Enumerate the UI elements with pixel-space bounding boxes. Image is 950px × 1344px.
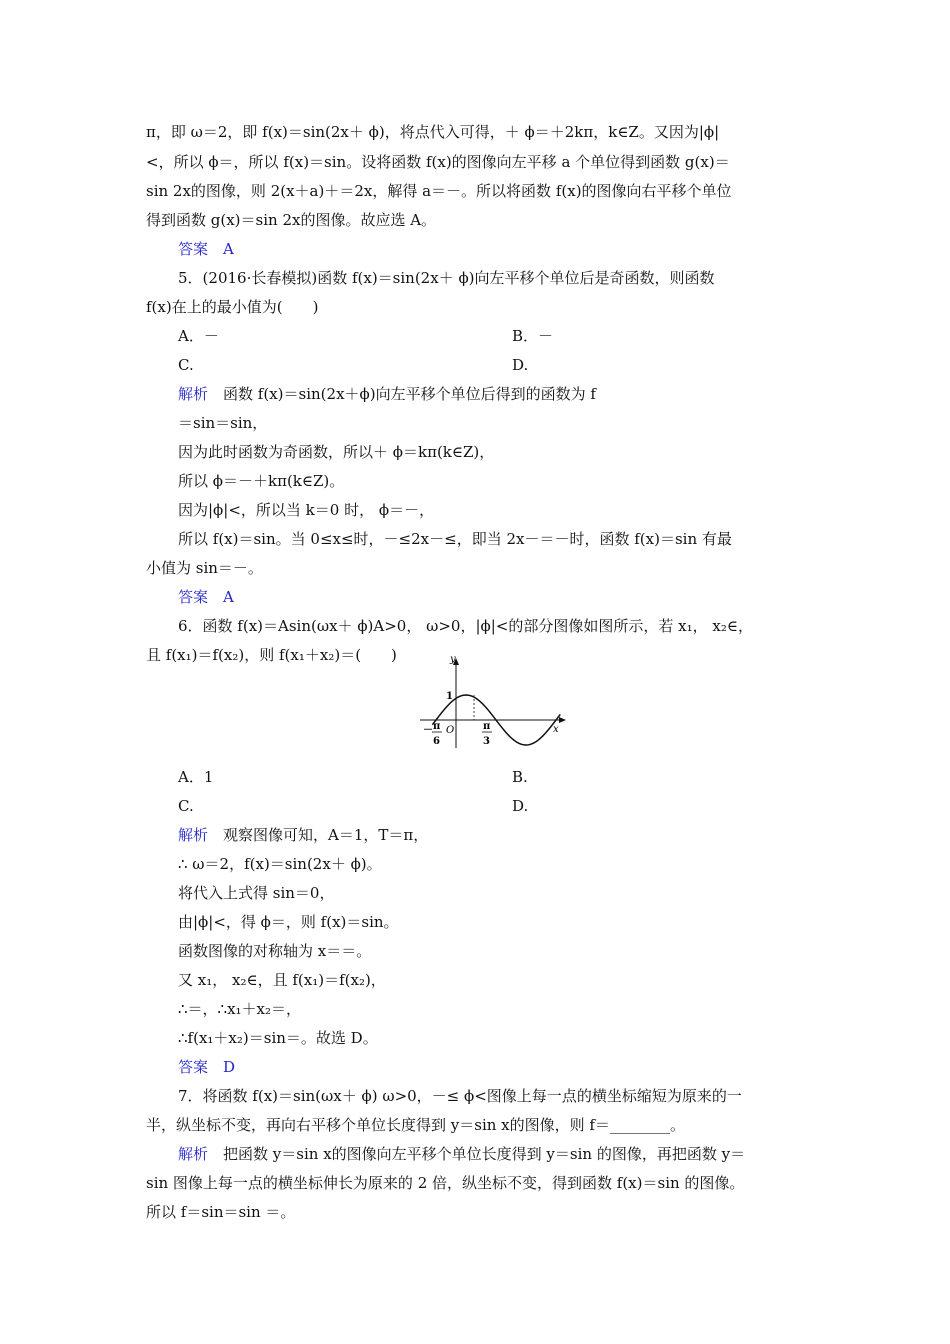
text-line: 得到函数 g(x)＝sin 2x的图像。故应选 A。 [146, 211, 437, 229]
option-d: D. [512, 356, 529, 374]
analysis-label: 解析 [178, 826, 209, 844]
answer-label: 答案 D [178, 1058, 236, 1076]
analysis-line [178, 384, 810, 404]
option-c: C. [178, 797, 194, 815]
text-line: f(x)在上的最小值为( ) [146, 298, 319, 316]
x-axis-arrow [559, 717, 566, 723]
tick-left-sign: － [423, 725, 433, 736]
text-line: 且 f(x₁)＝f(x₂)，则 f(x₁＋x₂)＝( ) [146, 646, 397, 664]
tick-right-num: π [483, 721, 491, 732]
y-axis-label: y [450, 654, 456, 665]
text-line: 半，纵坐标不变，再向右平移个单位长度得到 y＝sin x的图像，则 f＝________。 [146, 1116, 685, 1134]
text-line: 又 x₁， x₂∈，且 f(x₁)＝f(x₂)， [178, 971, 386, 989]
tick-right-den: 3 [483, 736, 490, 747]
analysis-label: 解析 [178, 385, 209, 403]
text-line: sin 2x的图像，则 2(x＋a)＋＝2x，解得 a＝－。所以将函数 f(x)的图像向右平移个单位 [146, 182, 732, 200]
text-line: 将代入上式得 sin＝0， [178, 884, 335, 902]
option-a: A．1 [178, 768, 214, 786]
text-line: 所以 f＝sin＝sin ＝。 [146, 1203, 296, 1221]
x-axis-label: x [553, 724, 559, 735]
analysis-text: 观察图像可知，A＝1，T＝π， [223, 826, 429, 844]
y-tick-one: 1 [446, 691, 453, 702]
text-line: 函数图像的对称轴为 x＝＝。 [178, 942, 372, 960]
text-line: 所以 ϕ＝－＋kπ(k∈Z)。 [178, 472, 345, 490]
option-a: A．－ [178, 327, 219, 345]
option-b: B．－ [512, 327, 554, 345]
answer-label: 答案 A [178, 588, 234, 606]
text-line: 小值为 sin＝－。 [146, 559, 263, 577]
analysis-line [178, 825, 810, 845]
question-5: 5．(2016·长春模拟)函数 f(x)＝sin(2x＋ ϕ)向左平移个单位后是奇函数，则函数 [178, 269, 715, 287]
tick-left-num: π [433, 721, 441, 732]
origin-label: O [446, 725, 455, 736]
text-line: ＝sin＝sin， [178, 414, 268, 432]
text-line: ∴＝，∴x₁＋x₂＝， [178, 1000, 302, 1018]
answer-label: 答案 A [178, 240, 234, 258]
text-line: π，即 ω＝2，即 f(x)＝sin(2x＋ ϕ)，将点代入可得，＋ ϕ＝＋2kπ，k∈Z。又因为|ϕ| [146, 123, 720, 141]
analysis-label: 解析 [178, 1145, 209, 1163]
option-d: D. [512, 797, 529, 815]
text-line: sin 图像上每一点的横坐标伸长为原来的 2 倍，纵坐标不变，得到函数 f(x)＝sin 的图像。 [146, 1174, 745, 1192]
text-line: 由|ϕ|<，得 ϕ＝，则 f(x)＝sin。 [178, 913, 399, 931]
tick-left-den: 6 [433, 736, 440, 747]
sine-graph [416, 652, 572, 750]
option-c: C. [178, 356, 194, 374]
question-7: 7．将函数 f(x)＝sin(ωx＋ ϕ) ω>0，－≤ ϕ<图像上每一点的横坐标缩短为原来的一 [178, 1087, 742, 1105]
text-line: 因为此时函数为奇函数，所以＋ ϕ＝kπ(k∈Z)， [178, 443, 495, 461]
analysis-line [178, 1144, 810, 1164]
text-line: ∴ ω＝2，f(x)＝sin(2x＋ ϕ)。 [178, 855, 382, 873]
question-6: 6．函数 f(x)＝Asin(ωx＋ ϕ)A>0， ω>0，|ϕ|<的部分图像如图所示，若 x₁， x₂∈， [178, 617, 753, 635]
analysis-text: 函数 f(x)＝sin(2x＋ϕ)向左平移个单位后得到的函数为 f [223, 385, 596, 403]
text-line: ∴f(x₁＋x₂)＝sin＝。故选 D。 [178, 1029, 378, 1047]
analysis-text: 把函数 y＝sin x的图像向左平移个单位长度得到 y＝sin 的图像，再把函数 y＝ [223, 1145, 746, 1163]
text-line: <，所以 ϕ＝，所以 f(x)＝sin。设将函数 f(x)的图像向左平移 a 个单位得到函数 g(x)＝ [146, 153, 730, 171]
option-b: B. [512, 768, 528, 786]
text-line: 所以 f(x)＝sin。当 0≤x≤时，－≤2x－≤，即当 2x－＝－时，函数 f(x)＝sin 有最 [178, 530, 732, 548]
text-line: 因为|ϕ|<，所以当 k＝0 时， ϕ＝－， [178, 501, 435, 519]
